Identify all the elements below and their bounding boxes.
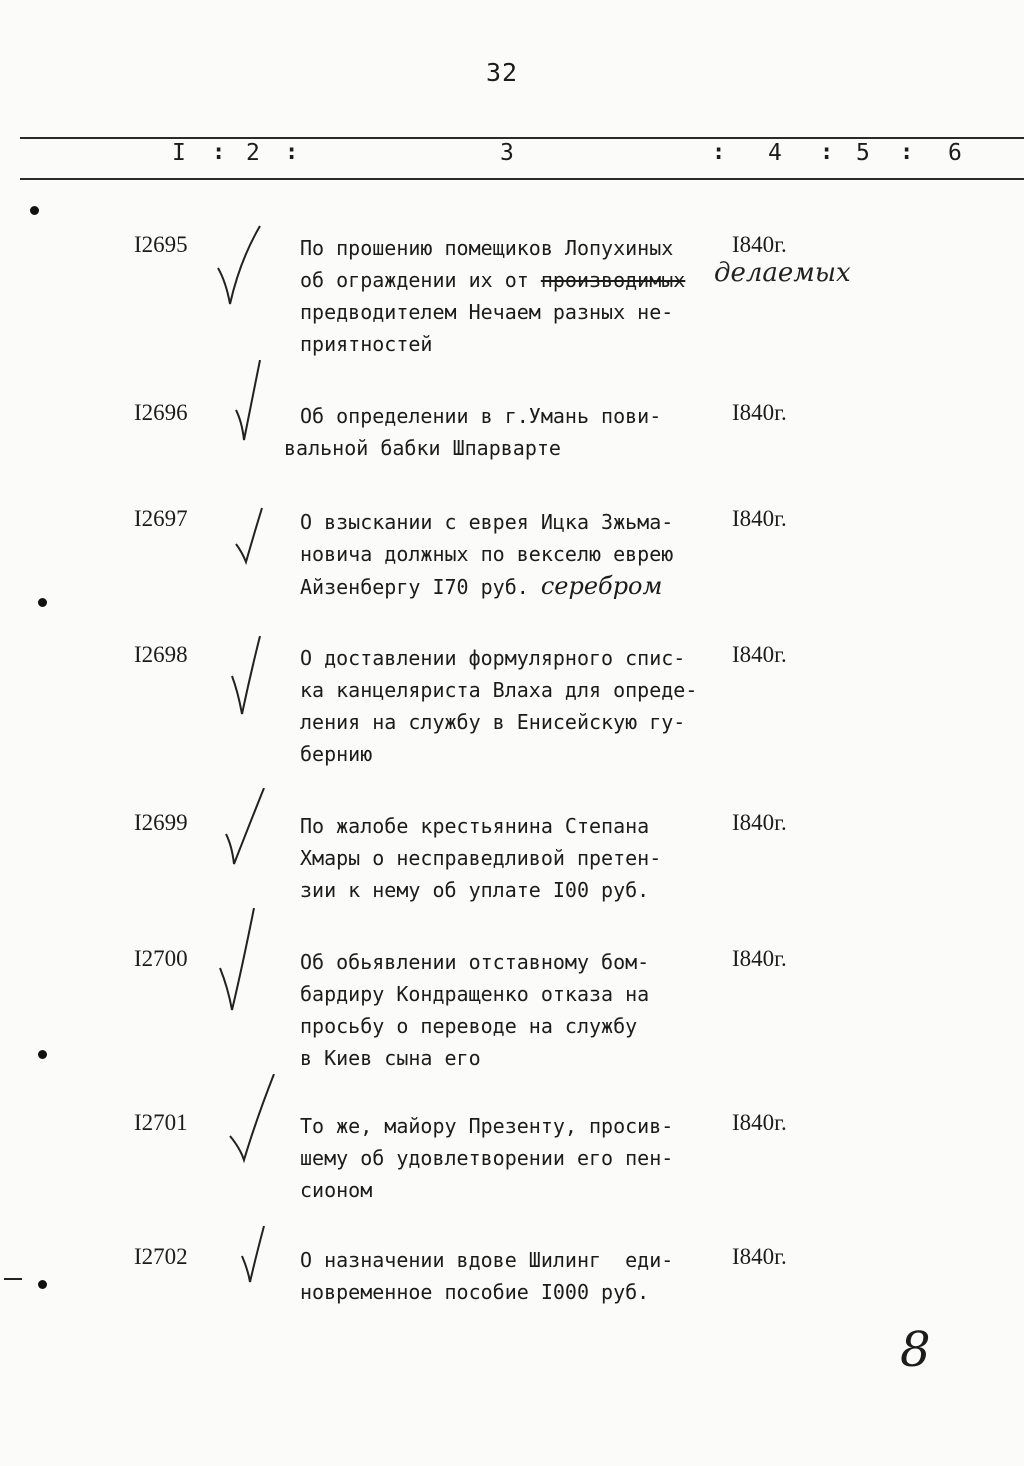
entry-year: I840г. — [732, 400, 787, 425]
description-line: в Киев сына его — [300, 1046, 481, 1070]
description-line: приятностей — [300, 332, 433, 356]
checkmark-icon — [222, 788, 282, 878]
column-separator: : — [900, 140, 914, 165]
entry-year: I840г. — [732, 946, 787, 971]
checkmark-icon — [210, 220, 270, 310]
page-number: 32 — [486, 58, 519, 87]
entry-description — [284, 400, 730, 464]
entry-number: I2701 — [134, 1110, 188, 1135]
description-line: По жалобе крестьянина Степана — [300, 814, 650, 838]
checkmark-icon — [232, 506, 292, 576]
description-line: О взыскании с еврея Ицка Зжьма- — [300, 510, 674, 534]
description-line: О доставлении формулярного спис- — [300, 646, 686, 670]
column-separator: : — [212, 140, 226, 165]
folio-number: 8 — [900, 1322, 931, 1378]
description-line: об ограждении их от производимых — [300, 268, 686, 292]
entry-number: I2696 — [134, 400, 188, 425]
description-line: По прошению помещиков Лопухиных — [300, 236, 674, 260]
description-line: Хмары о несправедливой претен- — [300, 846, 662, 870]
column-5-header: 5 — [856, 140, 870, 166]
entry-number: I2700 — [134, 946, 188, 971]
entry-description — [300, 642, 730, 770]
column-3-header: 3 — [500, 140, 514, 166]
entry-year: I840г. — [732, 506, 787, 531]
entry-description — [300, 506, 730, 603]
entry-description — [300, 1110, 730, 1206]
description-line: О назначении вдове Шилинг еди- — [300, 1248, 674, 1272]
header-rule-bottom — [20, 178, 1024, 180]
column-separator: : — [820, 140, 834, 165]
entry-number: I2695 — [134, 232, 188, 257]
description-line: Об определении в г.Умань пови- — [300, 404, 662, 428]
description-line: вальной бабки Шпарварте — [284, 436, 561, 460]
struck-text: производимых — [540, 268, 686, 292]
column-2-header: 2 — [246, 140, 260, 166]
description-line: шему об удовлетворении его пен- — [300, 1146, 674, 1170]
checkmark-icon — [226, 1074, 286, 1164]
entry-number: I2697 — [134, 506, 188, 531]
handwritten-addition: серебром — [540, 572, 663, 600]
binder-hole-mark — [38, 1280, 47, 1289]
description-line: То же, майору Презенту, просив- — [300, 1114, 674, 1138]
column-separator: : — [285, 140, 299, 165]
description-line: Айзенбергу I70 руб. серебром — [300, 572, 663, 600]
entry-description — [300, 232, 730, 360]
description-line: ления на службу в Енисейскую гу- — [300, 710, 686, 734]
binder-hole-mark — [38, 598, 47, 607]
entry-description — [300, 1244, 730, 1308]
entry-description — [300, 946, 730, 1074]
description-line: предводителем Нечаем разных не- — [300, 300, 674, 324]
column-separator: : — [712, 140, 726, 165]
entry-number: I2702 — [134, 1244, 188, 1269]
entry-year: I840г. — [732, 810, 787, 835]
description-line: сионом — [300, 1178, 373, 1202]
description-line: зии к нему об уплате I00 руб. — [300, 878, 650, 902]
margin-mark — [4, 1278, 22, 1280]
entry-year: I840г. — [732, 1244, 787, 1269]
entry-description — [300, 810, 730, 906]
description-line: бардиру Кондращенко отказа на — [300, 982, 650, 1006]
binder-hole-mark — [38, 1050, 47, 1059]
checkmark-icon — [232, 360, 292, 450]
entry-number: I2698 — [134, 642, 188, 667]
header-rule-top — [20, 137, 1024, 139]
entry-year: I840г. — [732, 232, 787, 257]
entry-year: I840г. — [732, 642, 787, 667]
handwritten-correction: делаемых — [714, 258, 851, 288]
entry-year: I840г. — [732, 1110, 787, 1135]
description-line: новременное пособие I000 руб. — [300, 1280, 650, 1304]
checkmark-icon — [238, 1226, 288, 1296]
description-line: просьбу о переводе на службу — [300, 1014, 638, 1038]
column-6-header: 6 — [948, 140, 962, 166]
description-line: новича должных по векселю еврею — [300, 542, 674, 566]
checkmark-icon — [214, 908, 274, 1018]
entry-number: I2699 — [134, 810, 188, 835]
description-line: Об обьявлении отставному бом- — [300, 950, 650, 974]
column-1-header: I — [172, 140, 186, 166]
description-line: ка канцеляриста Влаха для опреде- — [300, 678, 698, 702]
description-line: бернию — [300, 742, 373, 766]
checkmark-icon — [226, 636, 286, 726]
binder-hole-mark — [30, 206, 39, 215]
column-4-header: 4 — [768, 140, 782, 166]
